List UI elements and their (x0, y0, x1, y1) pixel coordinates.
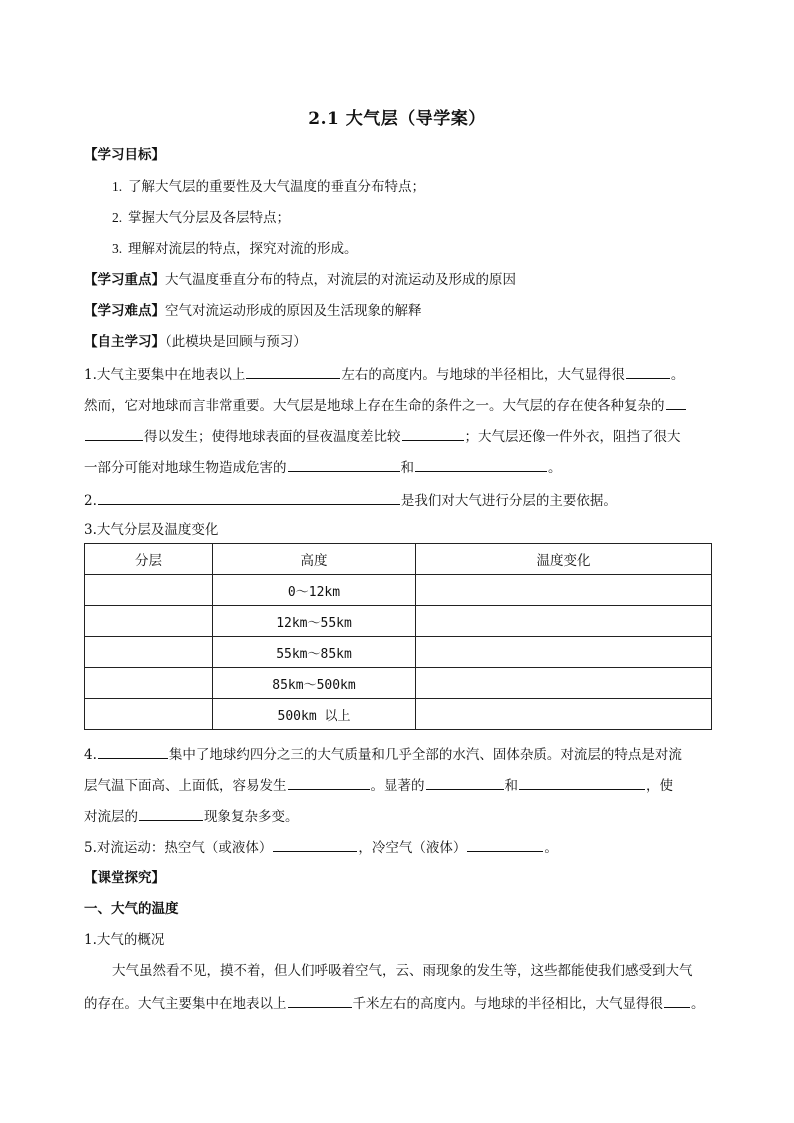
layer-cell[interactable] (85, 575, 213, 606)
objective-text: 掌握大气分层及各层特点； (128, 210, 290, 226)
q1-text: 然而，它对地球而言非常重要。大气层是地球上存在生命的条件之一。大气层的存在使各种复杂的 (84, 398, 665, 414)
layer-cell[interactable] (85, 606, 213, 637)
self-study-note: （此模块是回顾与预习） (165, 334, 307, 350)
answer-blank[interactable] (288, 775, 370, 790)
answer-blank[interactable] (85, 426, 143, 441)
q1-line-2 (84, 395, 687, 415)
q1-text: 1.大气主要集中在地表以上 (84, 367, 246, 383)
page-title: 2.1 大气层（导学案） (308, 109, 486, 129)
q2-number: 2. (84, 493, 97, 509)
table-row (85, 668, 712, 699)
q2-text: 是我们对大气进行分层的主要依据。 (400, 493, 617, 509)
difficulty-text: 空气对流运动形成的原因及生活现象的解释 (165, 303, 422, 319)
key-point-label: 【学习重点】 (84, 272, 165, 288)
answer-blank[interactable] (519, 775, 645, 790)
subsection-heading: 1.大气的概况 (84, 932, 165, 948)
q4-line-3 (84, 806, 299, 826)
header-height: 高度 (213, 544, 416, 575)
temp-cell[interactable] (416, 606, 712, 637)
q1-line-3 (84, 426, 681, 446)
q5-text: ，冷空气（液体） (358, 840, 467, 856)
q4-text: 。显著的 (370, 778, 425, 794)
classroom-header: 【课堂探究】 (84, 870, 165, 886)
difficulty-line (84, 302, 422, 320)
header-temperature-change: 温度变化 (416, 544, 712, 575)
key-point-line (84, 271, 516, 289)
temp-cell[interactable] (416, 637, 712, 668)
height-cell: 85km～500km (213, 668, 416, 699)
layer-cell[interactable] (85, 668, 213, 699)
paragraph-line-2 (84, 993, 705, 1013)
objective-text: 了解大气层的重要性及大气温度的垂直分布特点； (128, 179, 425, 195)
q4-text: 层气温下面高、上面低，容易发生 (84, 778, 287, 794)
section-heading: 一、大气的温度 (84, 901, 179, 917)
answer-blank[interactable] (666, 395, 686, 410)
objective-number: 2. (112, 210, 123, 225)
q5-text: 。 (544, 840, 558, 856)
q4-text: 现象复杂多变。 (204, 809, 299, 825)
table-row (85, 637, 712, 668)
paragraph-text: 。 (691, 996, 705, 1012)
table-row (85, 575, 712, 606)
q4-text: ，使 (646, 778, 673, 794)
q4-text: 对流层的 (84, 809, 138, 825)
atmosphere-layers-table (84, 543, 712, 730)
layer-cell[interactable] (85, 637, 213, 668)
q1-text: 得以发生；使得地球表面的昼夜温度差比较 (144, 429, 401, 445)
q2-line (84, 490, 617, 510)
answer-blank[interactable] (426, 775, 504, 790)
temp-cell[interactable] (416, 575, 712, 606)
temp-cell[interactable] (416, 699, 712, 730)
q1-line-4 (84, 457, 562, 477)
q4-line-2 (84, 775, 673, 795)
height-cell: 55km～85km (213, 637, 416, 668)
answer-blank[interactable] (98, 744, 168, 759)
height-cell: 0～12km (213, 575, 416, 606)
self-study-line (84, 333, 307, 351)
q3-line: 3.大气分层及温度变化 (84, 522, 219, 538)
key-point-text: 大气温度垂直分布的特点，对流层的对流运动及形成的原因 (165, 272, 516, 288)
answer-blank[interactable] (139, 806, 203, 821)
objective-item-1 (112, 178, 425, 196)
answer-blank[interactable] (664, 993, 690, 1008)
table-row (85, 699, 712, 730)
answer-blank[interactable] (288, 457, 400, 472)
difficulty-label: 【学习难点】 (84, 303, 165, 319)
q4-line-1 (84, 744, 682, 764)
q1-text: 。 (670, 367, 685, 383)
q1-text: 一部分可能对地球生物造成危害的 (84, 460, 287, 476)
objective-item-3 (112, 240, 358, 258)
objective-text: 理解对流层的特点，探究对流的形成。 (128, 241, 358, 257)
q1-text: 。 (548, 460, 562, 476)
answer-blank[interactable] (402, 426, 464, 441)
q1-line-1 (84, 364, 684, 384)
table-row (85, 606, 712, 637)
objective-item-2 (112, 209, 290, 227)
answer-blank[interactable] (626, 364, 670, 379)
table-header-row (85, 544, 712, 575)
answer-blank[interactable] (246, 364, 340, 379)
q4-number: 4. (84, 747, 97, 763)
q4-text: 集中了地球约四分之三的大气质量和几乎全部的水汽、固体杂质。对流层的特点是对流 (168, 747, 682, 763)
q4-text: 和 (504, 778, 518, 794)
layer-cell[interactable] (85, 699, 213, 730)
answer-blank[interactable] (415, 457, 547, 472)
objective-number: 3. (112, 241, 123, 256)
objectives-header: 【学习目标】 (84, 147, 165, 163)
q5-line (84, 837, 558, 857)
answer-blank[interactable] (98, 490, 400, 505)
answer-blank[interactable] (273, 837, 357, 852)
height-cell: 12km～55km (213, 606, 416, 637)
answer-blank[interactable] (288, 993, 352, 1008)
paragraph-text: 千米左右的高度内。与地球的半径相比，大气显得很 (352, 996, 663, 1012)
temp-cell[interactable] (416, 668, 712, 699)
header-layer: 分层 (85, 544, 213, 575)
objective-number: 1. (112, 179, 123, 194)
q1-text: 左右的高度内。与地球的半径相比，大气显得很 (341, 367, 625, 383)
answer-blank[interactable] (467, 837, 543, 852)
q1-text: 和 (400, 460, 414, 476)
q1-text: ；大气层还像一件外衣，阻挡了很大 (464, 429, 681, 445)
paragraph-text: 的存在。大气主要集中在地表以上 (84, 996, 287, 1012)
q5-text: 5.对流运动：热空气（或液体） (84, 840, 273, 856)
self-study-label: 【自主学习】 (84, 334, 165, 350)
height-cell: 500km 以上 (213, 699, 416, 730)
paragraph-line-1: 大气虽然看不见，摸不着，但人们呼吸着空气，云、雨现象的发生等，这些都能使我们感受到大气 (112, 963, 693, 979)
